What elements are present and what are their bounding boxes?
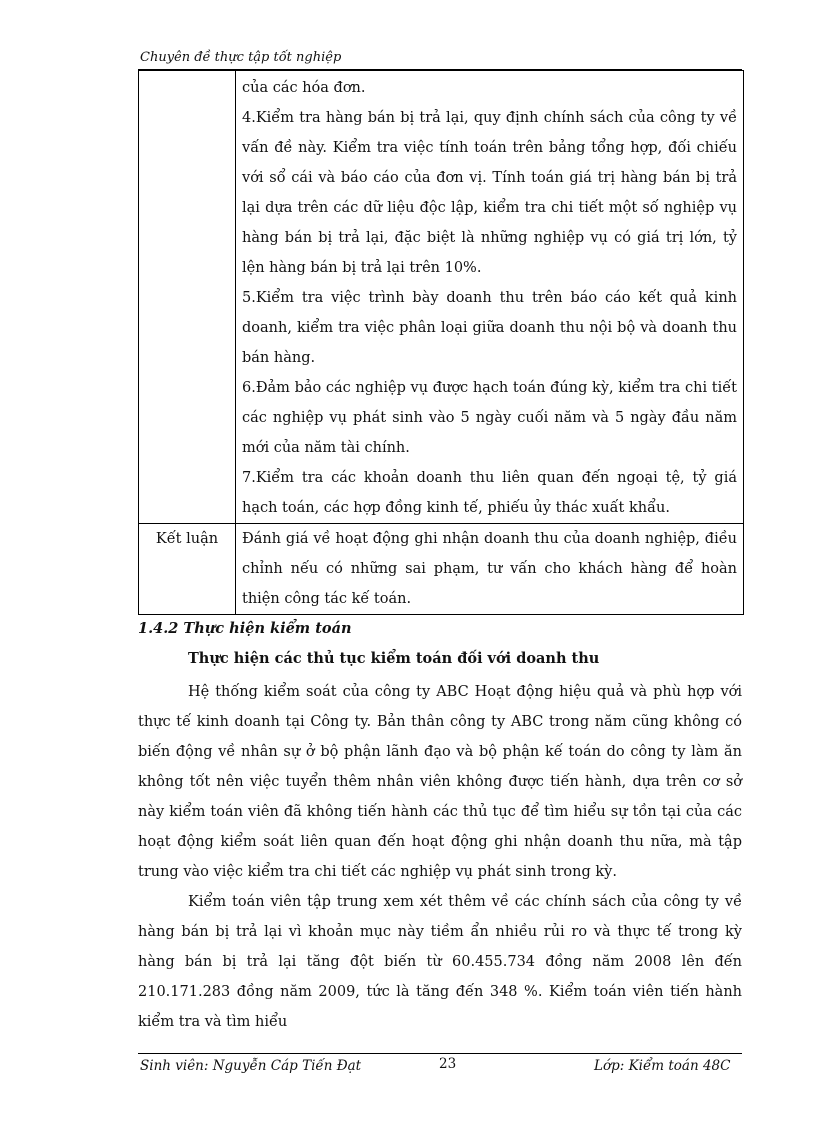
body-text [138, 677, 742, 1037]
footer-class: Lớp: Kiểm toán 48C [594, 1058, 731, 1074]
paragraph: Kiểm toán viên tập trung xem xét thêm về các chính sách của công ty về hàng bán bị trả lại vì khoản mục này tiềm ẩn nhiều rủi ro và thực tế trong kỳ hàng bán bị trả lại tăng đột biến từ 60.455.734 đồng năm 2008 lên đến 210.171.283 đồng năm 2009, tức là tăng đến 348 %. Kiểm toán viên tiến hành kiểm tra và tìm hiểu [138, 894, 742, 1030]
page-number: 23 [439, 1056, 457, 1072]
conclusion-text: Đánh giá về hoạt động ghi nhận doanh thu của doanh nghiệp, điều chỉnh nếu có những sai phạm, tư vấn cho khách hàng để hoàn thiện công tác kế toán. [236, 524, 744, 615]
table-row-procedures [139, 71, 744, 524]
footer-student: Sinh viên: Nguyễn Cáp Tiến Đạt [140, 1058, 362, 1074]
procedure-item: của các hóa đơn. [242, 80, 366, 96]
table-cell-empty [139, 71, 236, 524]
running-header-title: Chuyên đề thực tập tốt nghiệp [140, 50, 342, 65]
section-heading: 1.4.2 Thực hiện kiểm toán [138, 620, 352, 637]
paragraph: Hệ thống kiểm soát của công ty ABC Hoạt động hiệu quả và phù hợp với thực tế kinh doanh tại Công ty. Bản thân công ty ABC trong năm cũng không có biến động về nhân sự ở bộ phận lãnh đạo và bộ phận kế toán do công ty làm ăn không tốt nên việc tuyển thêm nhân viên không được tiến hành, dựa trên cơ sở này kiểm toán viên đã không tiến hành các thủ tục để tìm hiểu sự tồn tại của các hoạt động kiểm soát liên quan đến hoạt động ghi nhận doanh thu nữa, mà tập trung vào việc kiểm tra chi tiết các nghiệp vụ phát sinh trong kỳ. [138, 684, 742, 880]
footer-rule [138, 1053, 742, 1054]
section-subheading: Thực hiện các thủ tục kiểm toán đối với doanh thu [188, 650, 600, 667]
procedure-item: 4.Kiểm tra hàng bán bị trả lại, quy định chính sách của công ty về vấn đề này. Kiểm tra việc tính toán trên bảng tổng hợp, đối chiếu với sổ cái và báo cáo của đơn vị. Tính toán giá trị hàng bán bị trả lại dựa trên các dữ liệu độc lập, kiểm tra chi tiết một số nghiệp vụ hàng bán bị trả lại, đặc biệt là những nghiệp vụ có giá trị lớn, tỷ lện hàng bán bị trả lại trên 10%. [242, 110, 737, 276]
procedure-item: 7.Kiểm tra các khoản doanh thu liên quan đến ngoại tệ, tỷ giá hạch toán, các hợp đồng kinh tế, phiếu ủy thác xuất khẩu. [242, 470, 737, 516]
table-cell-procedures [236, 71, 744, 524]
conclusion-label: Kết luận [139, 524, 236, 615]
procedure-item: 6.Đảm bảo các nghiệp vụ được hạch toán đúng kỳ, kiểm tra chi tiết các nghiệp vụ phát sinh vào 5 ngày cuối năm và 5 ngày đầu năm mới của năm tài chính. [242, 380, 737, 456]
procedure-item: 5.Kiểm tra việc trình bày doanh thu trên báo cáo kết quả kinh doanh, kiểm tra việc phân loại giữa doanh thu nội bộ và doanh thu bán hàng. [242, 290, 737, 366]
audit-procedures-table [138, 70, 744, 615]
table-row-conclusion [139, 524, 744, 615]
